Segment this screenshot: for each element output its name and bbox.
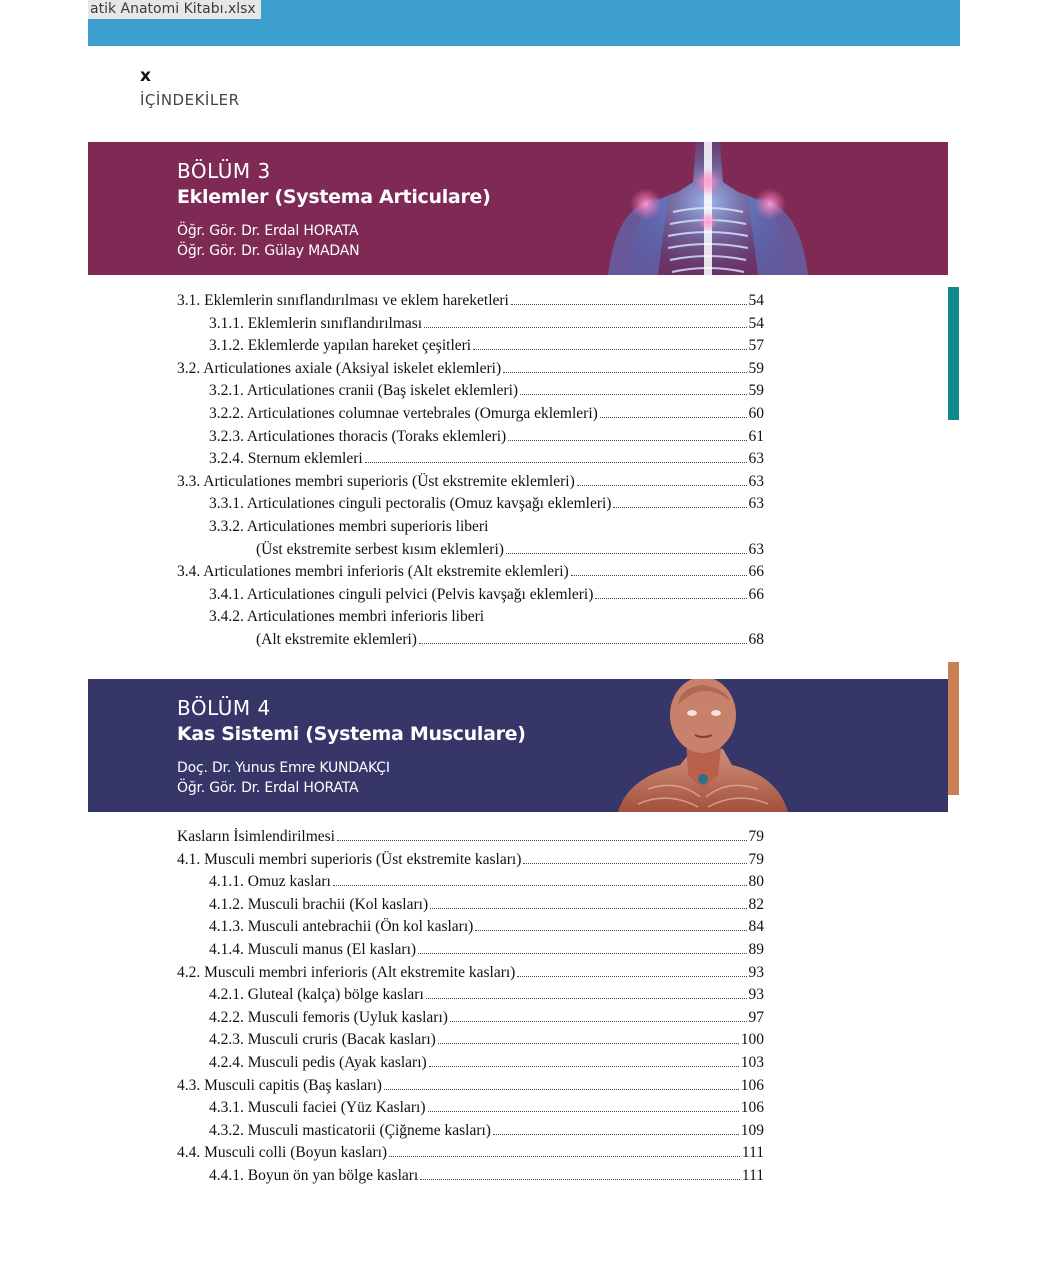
skeleton-torso-illustration	[588, 142, 828, 275]
toc-entry[interactable]: 3.1.2. Eklemlerde yapılan hareket çeşitleri 57	[209, 337, 764, 355]
chapter-author: Öğr. Gör. Dr. Gülay MADAN	[177, 243, 360, 259]
chapter-author: Öğr. Gör. Dr. Erdal HORATA	[177, 223, 359, 239]
toc-entry[interactable]: 3.2.4. Sternum eklemleri 63	[209, 450, 764, 468]
toc-entry[interactable]: (Üst ekstremite serbest kısım eklemleri) 63	[256, 540, 764, 558]
muscular-head-neck-illustration	[608, 679, 798, 812]
toc-entry[interactable]: 4.1.1. Omuz kasları 80	[209, 873, 764, 891]
toc-entry[interactable]: 3.2.1. Articulationes cranii (Baş iskelet eklemleri) 59	[209, 382, 764, 400]
toc-entry[interactable]: 3.2. Articulationes axiale (Aksiyal iskelet eklemleri) 59	[177, 359, 764, 377]
chapter-3-toc	[177, 290, 764, 652]
section-marker-orange	[948, 662, 959, 795]
toc-entry[interactable]: 3.2.2. Articulationes columnae vertebrales (Omurga eklemleri) 60	[209, 404, 764, 422]
toc-entry[interactable]: 4.3.1. Musculi faciei (Yüz Kasları) 106	[209, 1099, 764, 1117]
toc-entry[interactable]: 4.2.2. Musculi femoris (Uyluk kasları) 97	[209, 1008, 764, 1026]
chapter-author: Öğr. Gör. Dr. Erdal HORATA	[177, 780, 359, 796]
page-number: x	[140, 66, 151, 86]
chapter-title: Eklemler (Systema Articulare)	[177, 186, 491, 208]
toc-entry[interactable]: 4.3. Musculi capitis (Baş kasları) 106	[177, 1076, 764, 1094]
toc-entry[interactable]: 3.4. Articulationes membri inferioris (Alt ekstremite eklemleri) 66	[177, 563, 764, 581]
toc-entry[interactable]: 3.2.3. Articulationes thoracis (Toraks eklemleri) 61	[209, 427, 764, 445]
toc-entry[interactable]: 4.4.1. Boyun ön yan bölge kasları 111	[209, 1166, 764, 1184]
chapter-4-banner	[88, 679, 948, 812]
toc-entry[interactable]: 3.1. Eklemlerin sınıflandırılması ve eklem hareketleri 54	[177, 292, 764, 309]
toc-entry[interactable]: 4.1.3. Musculi antebrachii (Ön kol kasları) 84	[209, 918, 764, 936]
toc-entry[interactable]: 4.3.2. Musculi masticatorii (Çiğneme kasları) 109	[209, 1121, 764, 1139]
chapter-3-banner	[88, 142, 948, 275]
toc-entry[interactable]: 4.2. Musculi membri inferioris (Alt ekstremite kasları) 93	[177, 963, 764, 981]
toc-heading: İÇİNDEKİLER	[140, 91, 240, 109]
chapter-number: BÖLÜM 3	[177, 159, 271, 183]
toc-entry[interactable]: 4.2.4. Musculi pedis (Ayak kasları) 103	[209, 1053, 764, 1071]
chapter-4-toc	[177, 826, 764, 1188]
toc-entry[interactable]: (Alt ekstremite eklemleri) 68	[256, 630, 764, 648]
toc-entry[interactable]: 3.4.2. Articulationes membri inferioris liberi	[209, 608, 485, 626]
toc-entry[interactable]: 4.4. Musculi colli (Boyun kasları) 111	[177, 1144, 764, 1162]
window-tab-title[interactable]: atik Anatomi Kitabı.xlsx	[88, 0, 261, 19]
chapter-number: BÖLÜM 4	[177, 696, 271, 720]
toc-entry[interactable]: Kasların İsimlendirilmesi 79	[177, 828, 764, 845]
toc-entry[interactable]: 4.1. Musculi membri superioris (Üst ekstremite kasları) 79	[177, 850, 764, 868]
chapter-author: Doç. Dr. Yunus Emre KUNDAKÇI	[177, 760, 390, 776]
toc-entry[interactable]: 3.3. Articulationes membri superioris (Üst ekstremite eklemleri) 63	[177, 472, 764, 490]
toc-entry[interactable]: 3.1.1. Eklemlerin sınıflandırılması 54	[209, 314, 764, 332]
toc-entry[interactable]: 3.3.2. Articulationes membri superioris liberi	[209, 517, 489, 535]
toc-entry[interactable]: 4.1.2. Musculi brachii (Kol kasları) 82	[209, 895, 764, 913]
toc-entry[interactable]: 4.2.1. Gluteal (kalça) bölge kasları 93	[209, 986, 764, 1004]
chapter-title: Kas Sistemi (Systema Musculare)	[177, 723, 526, 745]
toc-entry[interactable]: 4.2.3. Musculi cruris (Bacak kasları) 100	[209, 1031, 764, 1049]
toc-entry[interactable]: 4.1.4. Musculi manus (El kasları) 89	[209, 940, 764, 958]
toc-entry[interactable]: 3.3.1. Articulationes cinguli pectoralis (Omuz kavşağı eklemleri) 63	[209, 495, 764, 513]
section-marker-teal	[948, 287, 959, 420]
toc-entry[interactable]: 3.4.1. Articulationes cinguli pelvici (Pelvis kavşağı eklemleri) 66	[209, 585, 764, 603]
